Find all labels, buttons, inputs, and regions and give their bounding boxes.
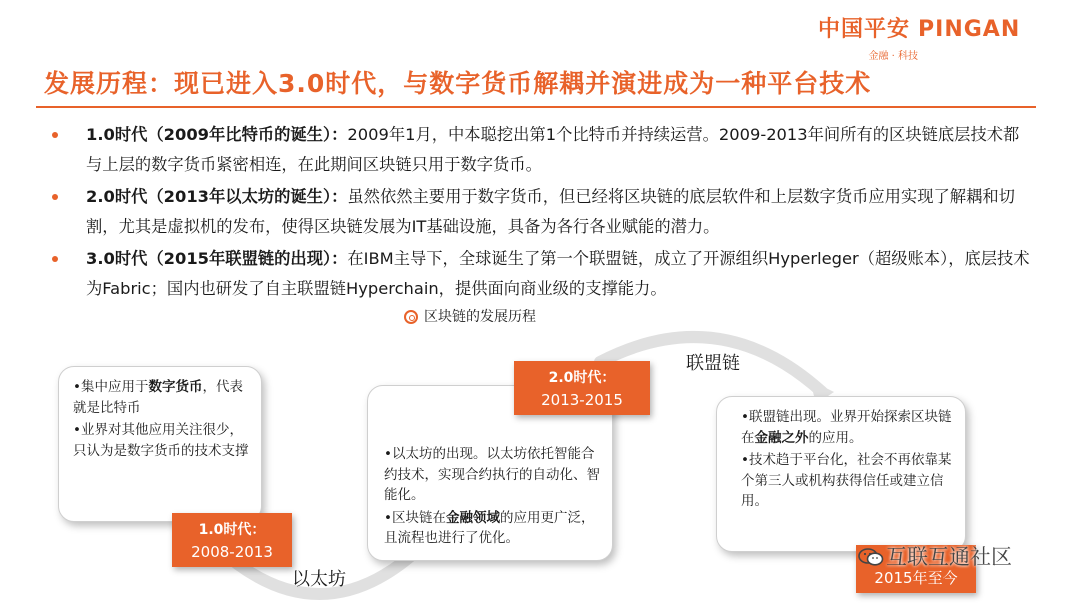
era-1-card: [58, 366, 262, 522]
slide-title: 发展历程：现已进入3.0时代，与数字货币解耦并演进成为一种平台技术: [44, 69, 872, 98]
card-item: [384, 508, 602, 549]
bullet-body: 在IBM主导下，全球诞生了第一个联盟链，成立了开源组织Hyperleger（超级账本），底层技术为Fabric；国内也研发了自主联盟链Hyperchain，提供面向商业级的支撑能力。: [86, 249, 1030, 298]
card-highlight: 金融领域: [445, 509, 500, 526]
card-item: •以太坊的出现。以太坊依托智能合约技术，实现合约执行的自动化、智能化。: [384, 446, 600, 503]
card-text: ，代表就是比特币: [73, 379, 243, 416]
card-item: •业界对其他应用关注很少，只认为是数字货币的技术支撑: [73, 422, 249, 459]
era-dates: 2015年至今: [874, 569, 958, 587]
era-dates: 2013-2015: [541, 391, 623, 409]
card-text: •联盟链出现。业界开始探索区块链在: [741, 409, 952, 446]
era-2-badge: [514, 361, 650, 415]
era-1-badge: [172, 513, 292, 567]
bullet-body: 2009年1月，中本聪挖出第1个比特币并持续运营。2009-2013年间所有的区块链底层技术都与上层的数字货币紧密相连，在此期间区块链只用于数字货币。: [86, 125, 1020, 174]
bullet-head: 1.0时代（2009年比特币的诞生）：: [86, 125, 348, 144]
card-highlight: 数字货币: [148, 379, 203, 395]
card-item: •技术趋于平台化，社会不再依靠某个第三人或机构获得信任或建立信用。: [741, 452, 952, 509]
diagram-subtitle-text: 区块链的发展历程: [424, 309, 536, 325]
era-3-card: [716, 396, 966, 552]
logo-en: PINGAN: [918, 17, 1021, 42]
logo-cn: 中国平安: [818, 17, 911, 42]
card-item: [73, 377, 251, 418]
bullet-head: 2.0时代（2013年以太坊的诞生）：: [86, 187, 348, 206]
watermark: [858, 541, 1012, 571]
card-text: •集中应用于: [73, 379, 149, 395]
card-text: •区块链在: [384, 509, 446, 526]
logo-tagline: 金融 · 科技: [868, 51, 918, 62]
arc-label-alliance: 联盟链: [686, 353, 740, 374]
card-text: 的应用。: [808, 429, 863, 446]
era-name: 1.0时代：: [198, 522, 266, 538]
card-highlight: 金融之外: [754, 429, 809, 446]
era-name: 2.0时代：: [548, 370, 616, 386]
bullet-body: 虽然依然主要用于数字货币，但已经将区块链的底层软件和上层数字货币应用实现了解耦和切割，尤其是虚拟机的发布，使得区块链发展为IT基础设施，具备为各行各业赋能的潜力。: [86, 187, 1015, 236]
card-item: [741, 407, 955, 448]
card-text: 的应用更广泛，且流程也进行了优化。: [384, 509, 595, 546]
wechat-icon: [858, 547, 884, 567]
era-dates: 2008-2013: [191, 543, 273, 561]
bullet-head: 3.0时代（2015年联盟链的出现）：: [86, 249, 348, 268]
arc-label-ethereum: 以太坊: [292, 569, 346, 590]
watermark-text: 互联互通社区: [886, 545, 1012, 569]
